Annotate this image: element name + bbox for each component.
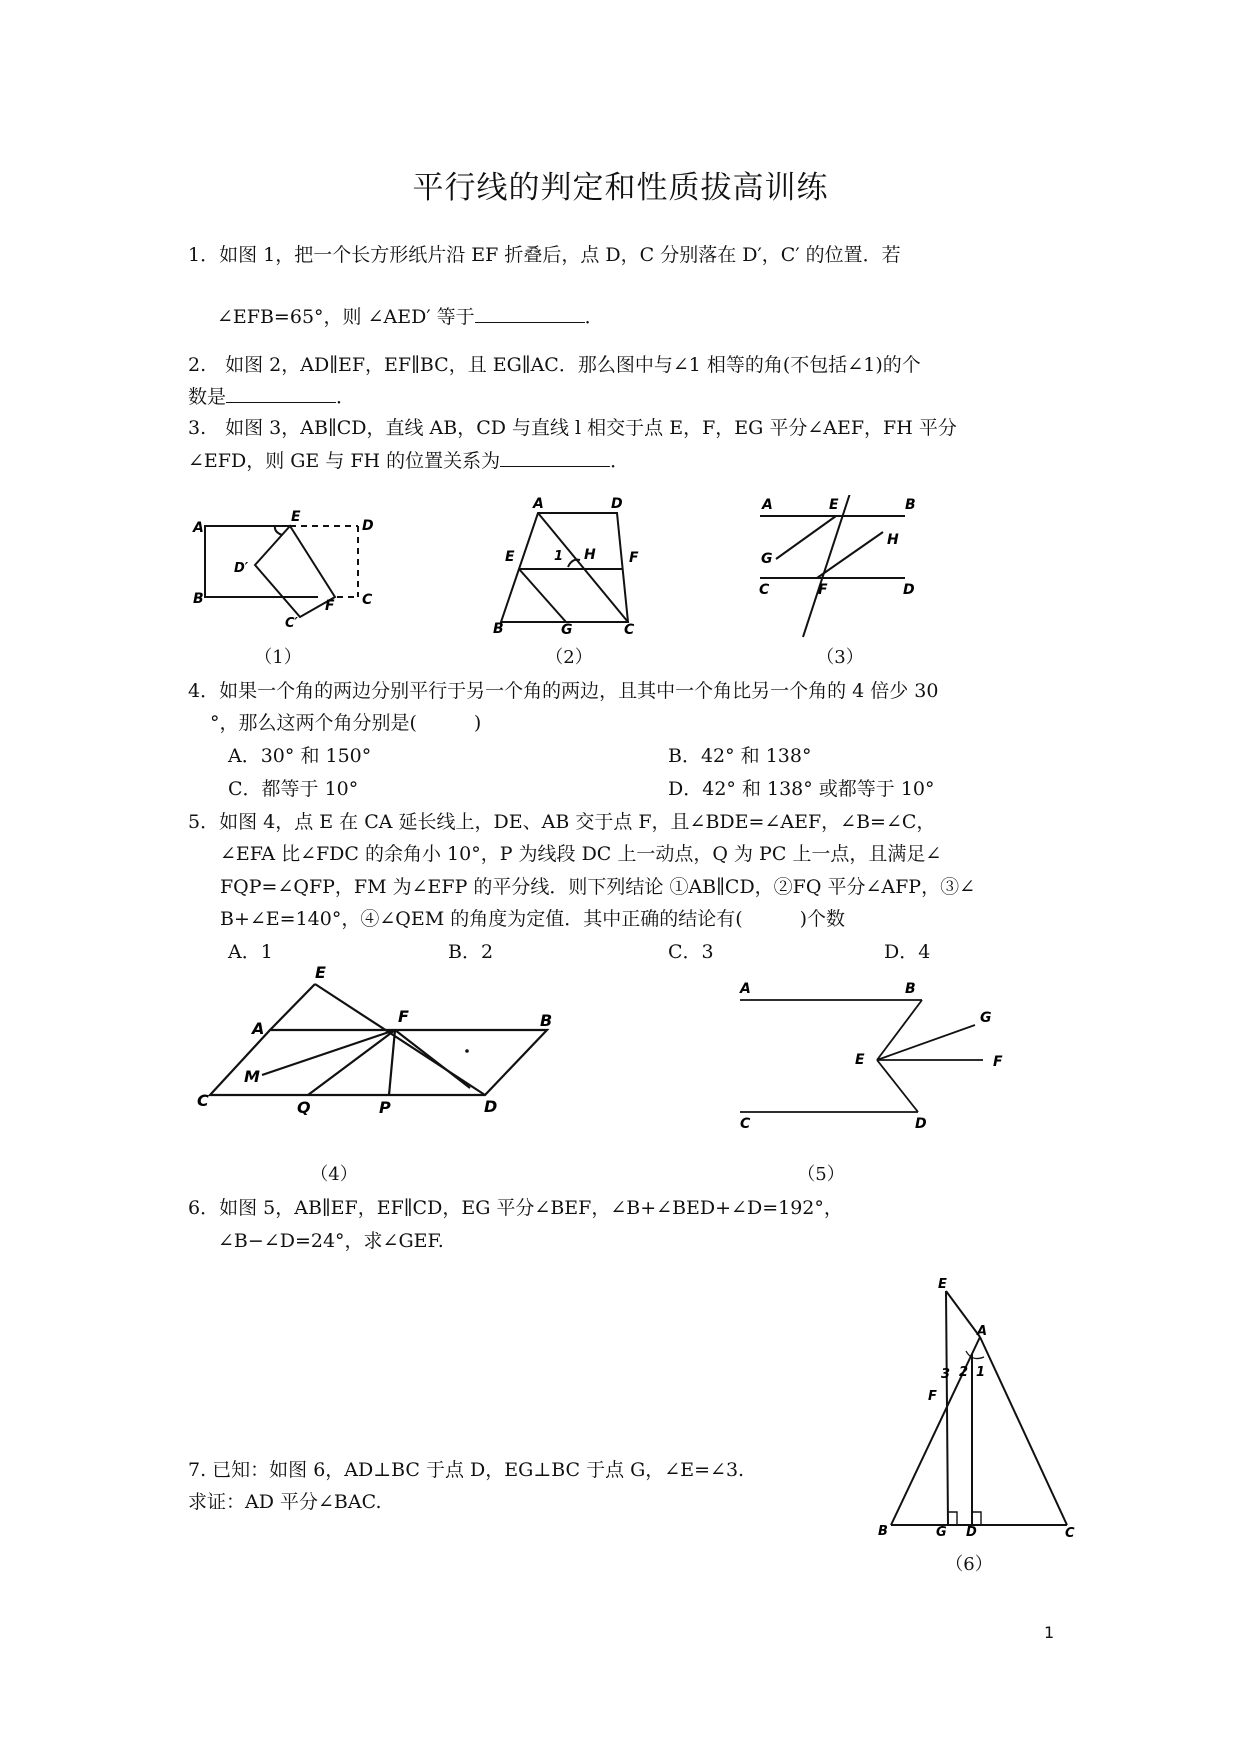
- caption-figure-5: （5）: [797, 1164, 845, 1185]
- fig4-label-F: F: [398, 1007, 409, 1026]
- figures-row-2: [190, 955, 1040, 1135]
- page-number: 1: [1044, 1623, 1055, 1642]
- question-3-text: ∠EFD，则 GE 与 FH 的位置关系为: [188, 450, 501, 472]
- figure-6: [870, 1270, 1085, 1540]
- fig2-label-1: 1: [554, 549, 564, 564]
- fig6-label-G: G: [936, 1525, 947, 1540]
- fig1-label-F: F: [325, 598, 335, 614]
- page-title: 平行线的判定和性质拔高训练: [412, 170, 829, 206]
- fig1-label-D: D: [362, 518, 374, 534]
- fig4-label-P: P: [379, 1098, 391, 1117]
- question-4-line-2: °，那么这两个角分别是( ): [210, 712, 482, 734]
- question-2-line-2: [188, 382, 355, 409]
- question-4-option-b[interactable]: B．42° 和 138°: [668, 745, 812, 767]
- question-2-text: 数是: [188, 386, 227, 408]
- question-5-option-b[interactable]: B．2: [448, 941, 494, 963]
- fig2-label-H: H: [584, 547, 596, 563]
- question-3-end: ．: [610, 450, 630, 472]
- fig6-label-A: A: [977, 1324, 988, 1339]
- question-6-line-2: ∠B−∠D=24°，求∠GEF.: [218, 1230, 444, 1252]
- fig2-label-G: G: [561, 622, 573, 638]
- fig5-label-A: A: [740, 981, 751, 997]
- fig2-label-F: F: [629, 550, 639, 566]
- question-5-line-2: ∠EFA 比∠FDC 的余角小 10°，P 为线段 DC 上一动点，Q 为 PC 上一点，且满足∠: [220, 843, 942, 865]
- figures-row-1: [185, 495, 1115, 640]
- fig5-label-C: C: [740, 1116, 751, 1132]
- fig3-label-D: D: [903, 582, 915, 598]
- fig6-label-2: 2: [959, 1365, 969, 1380]
- question-4-option-d[interactable]: D．42° 和 138° 或都等于 10°: [668, 778, 935, 800]
- question-5-option-a[interactable]: A．1: [228, 941, 273, 963]
- caption-figure-1: （1）: [254, 647, 302, 668]
- question-2-line-1: 2. 如图 2，AD∥EF，EF∥BC，且 EG∥AC．那么图中与∠1 相等的角(不包括∠1)的个: [188, 354, 921, 376]
- fig3-label-A: A: [762, 497, 773, 513]
- caption-figure-4: （4）: [310, 1164, 358, 1185]
- fig4-label-M: M: [244, 1067, 260, 1086]
- question-5-line-4: B+∠E=140°，④∠QEM 的角度为定值．其中正确的结论有( )个数: [220, 908, 846, 930]
- fig4-label-D: D: [484, 1097, 498, 1116]
- question-1-line-2: [217, 302, 604, 329]
- question-5-option-d[interactable]: D．4: [884, 941, 931, 963]
- fig5-label-G: G: [980, 1010, 992, 1026]
- question-4-option-c[interactable]: C．都等于 10°: [228, 778, 359, 800]
- question-4-option-a[interactable]: A．30° 和 150°: [228, 745, 372, 767]
- fig6-label-B: B: [878, 1524, 888, 1539]
- fig6-label-3: 3: [941, 1367, 951, 1382]
- answer-blank-2[interactable]: [226, 384, 336, 403]
- answer-blank-3[interactable]: [500, 448, 610, 467]
- fig4-label-A: A: [252, 1019, 265, 1038]
- fig5-label-D: D: [915, 1116, 927, 1132]
- fig1-label-C-prime: C′: [285, 616, 298, 631]
- fig3-label-B: B: [905, 497, 916, 513]
- fig5-label-B: B: [905, 981, 916, 997]
- question-5-option-c[interactable]: C．3: [668, 941, 714, 963]
- fig4-dot: [465, 1049, 469, 1053]
- fig2-label-D: D: [611, 496, 623, 512]
- question-7-line-2: 求证：AD 平分∠BAC.: [188, 1491, 382, 1513]
- question-7-line-1: 7. 已知：如图 6，AD⊥BC 于点 D，EG⊥BC 于点 G，∠E=∠3.: [188, 1459, 745, 1481]
- fig5-label-F: F: [993, 1054, 1003, 1070]
- question-1-line-1: 1．如图 1，把一个长方形纸片沿 EF 折叠后，点 D，C 分别落在 D′，C′ 的位置．若: [188, 244, 901, 266]
- fig2-label-A: A: [533, 496, 544, 512]
- figure-4: [210, 984, 547, 1095]
- fig1-label-D-prime: D′: [234, 561, 249, 576]
- fig1-label-B: B: [193, 591, 204, 607]
- question-5-line-3: FQP=∠QFP，FM 为∠EFP 的平分线．则下列结论 ①AB∥CD，②FQ 平分∠AFP，③∠: [220, 876, 976, 898]
- answer-blank-1[interactable]: [475, 304, 585, 323]
- fig1-label-C: C: [362, 592, 373, 608]
- fig4-label-B: B: [540, 1011, 553, 1030]
- fig4-label-Q: Q: [297, 1098, 311, 1117]
- fig6-label-E: E: [938, 1277, 947, 1292]
- fig2-label-E: E: [505, 549, 515, 565]
- fig6-label-C: C: [1065, 1526, 1075, 1540]
- question-5-line-1: 5．如图 4，点 E 在 CA 延长线上，DE、AB 交于点 F，且∠BDE=∠AEF，∠B=∠C，: [188, 811, 936, 833]
- figure-2: [501, 513, 628, 622]
- fig2-label-C: C: [624, 622, 635, 638]
- figure-1: [205, 526, 358, 617]
- fig3-label-E: E: [829, 497, 839, 513]
- fig1-label-E: E: [291, 509, 301, 525]
- fig3-label-F: F: [818, 582, 828, 598]
- fig1-label-A: A: [193, 520, 204, 536]
- question-3-line-2: [188, 446, 629, 473]
- fig5-label-E: E: [855, 1052, 865, 1068]
- fig6-label-D: D: [966, 1525, 977, 1540]
- question-1-end: ．: [584, 306, 604, 328]
- fig2-label-B: B: [493, 621, 504, 637]
- question-4-line-1: 4．如果一个角的两边分别平行于另一个角的两边，且其中一个角比另一个角的 4 倍少 30: [188, 680, 939, 702]
- figure-3: [760, 495, 905, 637]
- question-6-line-1: 6．如图 5，AB∥EF，EF∥CD，EG 平分∠BEF，∠B+∠BED+∠D=192°，: [188, 1197, 843, 1219]
- question-3-line-1: 3. 如图 3，AB∥CD，直线 AB，CD 与直线 l 相交于点 E，F，EG 平分∠AEF，FH 平分: [188, 417, 957, 439]
- fig3-label-C: C: [759, 582, 770, 598]
- caption-figure-3: （3）: [816, 647, 864, 668]
- caption-figure-6: （6）: [945, 1554, 993, 1575]
- fig6-label-F: F: [928, 1389, 937, 1404]
- fig4-label-C: C: [197, 1091, 209, 1110]
- fig3-label-G: G: [761, 551, 773, 567]
- fig3-label-H: H: [887, 532, 899, 548]
- question-2-end: ．: [336, 386, 356, 408]
- question-1-text: ∠EFB=65°，则 ∠AED′ 等于: [217, 306, 475, 328]
- fig6-label-1: 1: [976, 1365, 986, 1380]
- fig4-label-E: E: [315, 963, 326, 982]
- caption-figure-2: （2）: [545, 647, 593, 668]
